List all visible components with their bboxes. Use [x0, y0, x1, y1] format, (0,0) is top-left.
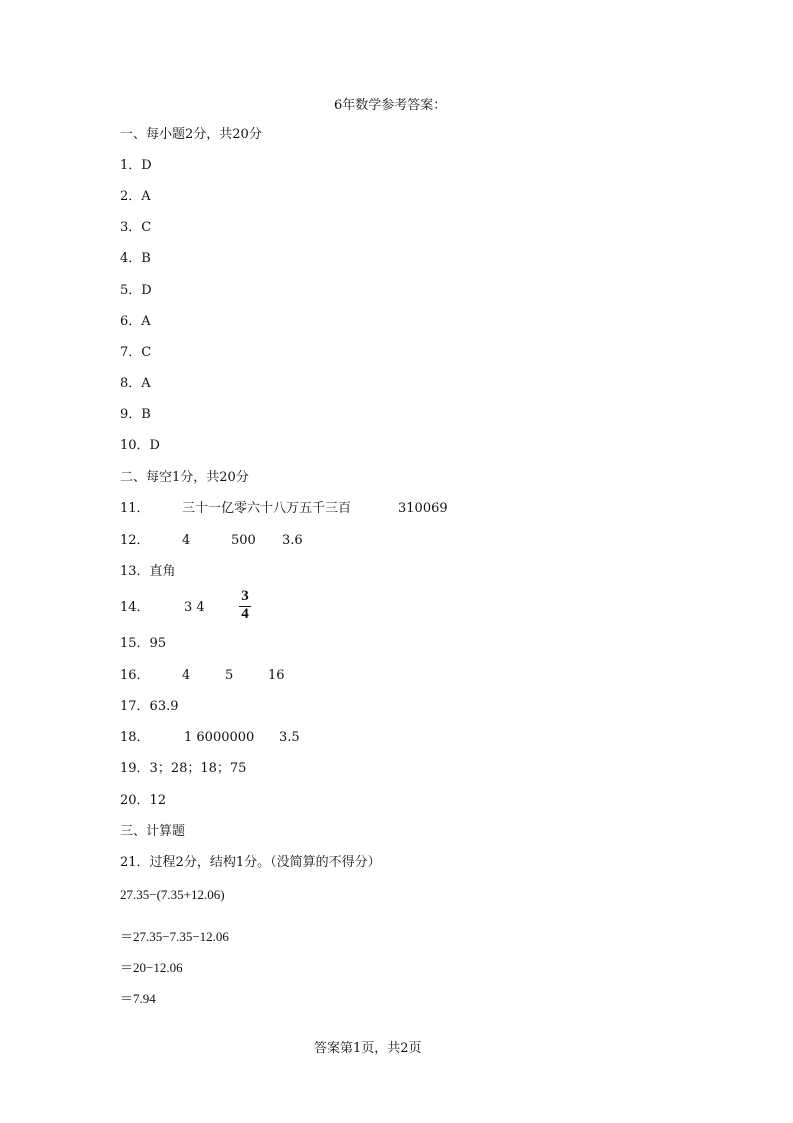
q20-answer: 20．12 [120, 793, 167, 808]
q11-number: 11． [120, 501, 150, 516]
q12-answer-b: 500 [231, 533, 256, 548]
q14-number: 14． [120, 600, 150, 615]
q17-answer: 17．63.9 [120, 699, 179, 714]
q18-answer-b: 3.5 [279, 730, 300, 745]
q12-answer-c: 3.6 [282, 533, 303, 548]
q14-fraction-numerator: 3 [241, 588, 249, 604]
q16-number: 16． [120, 668, 150, 683]
q21-instruction: 21．过程2分，结构1分。（没简算的不得分） [120, 855, 381, 870]
answer-4: 4．B [120, 251, 151, 266]
answer-9: 9．B [120, 407, 151, 422]
q18-answer-a: 1 6000000 [184, 730, 255, 745]
q21-step-2: ＝20−12.06 [120, 960, 183, 975]
q16-answer-c: 16 [268, 668, 285, 683]
answer-3: 3．C [120, 220, 152, 235]
answer-5: 5．D [120, 283, 152, 298]
q14-answer-a: 3 4 [184, 600, 205, 615]
q18-number: 18． [120, 730, 150, 745]
q16-answer-b: 5 [225, 668, 234, 683]
q21-step-1: ＝27.35−7.35−12.06 [120, 929, 229, 944]
answer-2: 2．A [120, 189, 151, 204]
q16-answer-a: 4 [182, 668, 191, 683]
section3-heading: 三、计算题 [120, 824, 186, 839]
answer-6: 6．A [120, 314, 151, 329]
section1-heading: 一、每小题2分，共20分 [120, 127, 262, 142]
q15-answer: 15．95 [120, 636, 167, 651]
answer-1: 1．D [120, 158, 152, 173]
q13-answer: 13．直角 [120, 564, 176, 579]
q11-answer-b: 310069 [398, 501, 448, 516]
answer-7: 7．C [120, 345, 152, 360]
q21-step-3: ＝7.94 [120, 991, 156, 1006]
q19-answer: 19．3；28；18；75 [120, 761, 247, 776]
section2-heading: 二、每空1分，共20分 [120, 470, 249, 485]
q21-expression: 27.35−(7.35+12.06) [120, 887, 225, 902]
q11-answer-a: 三十一亿零六十八万五千三百 [182, 501, 352, 516]
page-title: 6年数学参考答案： [334, 98, 447, 113]
q12-number: 12． [120, 533, 150, 548]
answer-10: 10．D [120, 438, 160, 453]
q14-fraction-denominator: 4 [241, 606, 249, 622]
answer-8: 8．A [120, 376, 151, 391]
q12-answer-a: 4 [182, 533, 191, 548]
page-footer: 答案第1页，共2页 [314, 1041, 422, 1056]
